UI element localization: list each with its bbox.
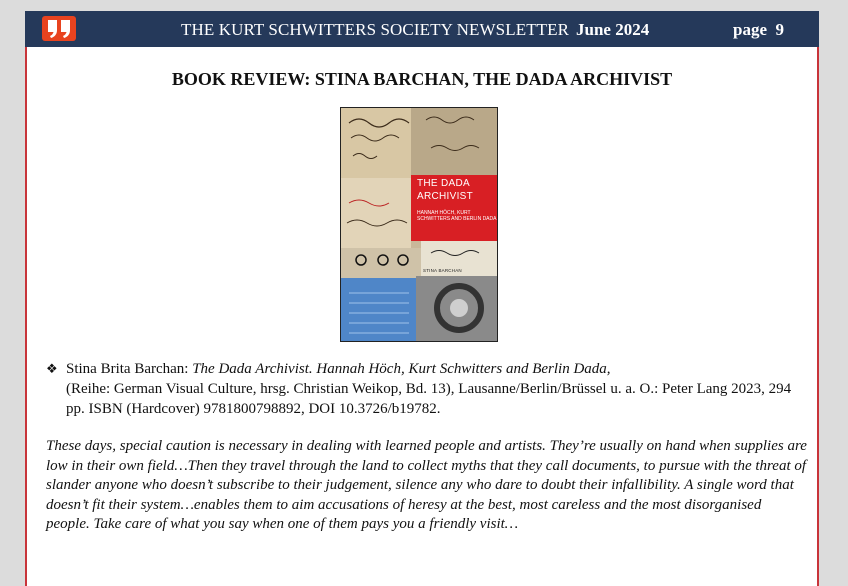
citation-book-title: The Dada Archivist. Hannah Höch, Kurt Schwitters and Berlin Dada, xyxy=(192,361,611,377)
newsletter-title: THE KURT SCHWITTERS SOCIETY NEWSLETTER xyxy=(181,20,570,39)
cover-author: STINA BARCHAN xyxy=(423,268,462,273)
citation-details: (Reihe: German Visual Culture, hrsg. Christian Weikop, Bd. 13), Lausanne/Berlin/Brüssel u. a. O.: Peter Lang 2023, 294 pp. ISBN (Hardcover) 9781800798892, DOI 10.3726/b19782. xyxy=(66,381,792,417)
page-number: page 9 xyxy=(733,20,784,39)
quote-marks-icon xyxy=(42,16,76,41)
cover-title-line2: ARCHIVIST xyxy=(417,191,474,202)
epigraph-quote: These days, special caution is necessary in dealing with learned people and artists. They’re usually on hand when supplies are low in their own field…Then they travel through the land to collect myths that they call documents, to pursue with the threat of slander anyone who doesn’t subscribe to their judgement, silence any who dare to doubt their infallibility. A single word that doesn’t fit their system…enables them to aim accusations of heresy at the best, most careless and the most disorganised people. Take care of what you say when one of them pays you a friendly visit… xyxy=(46,438,807,532)
diamond-bullet-icon: ❖ xyxy=(46,361,58,376)
cover-subtitle: HANNAH HÖCH, KURT SCHWITTERS AND BERLIN DADA xyxy=(417,210,497,222)
cover-title-line1: THE DADA xyxy=(417,178,470,189)
issue-date: June 2024 xyxy=(576,20,650,39)
citation-first-line xyxy=(66,359,611,379)
citation-author: Stina Brita Barchan: xyxy=(66,361,193,377)
book-cover-image xyxy=(340,107,498,342)
article-title: BOOK REVIEW: STINA BARCHAN, THE DADA ARCHIVIST xyxy=(171,69,673,89)
newsletter-header xyxy=(25,11,819,47)
cover-title-panel xyxy=(411,175,497,241)
